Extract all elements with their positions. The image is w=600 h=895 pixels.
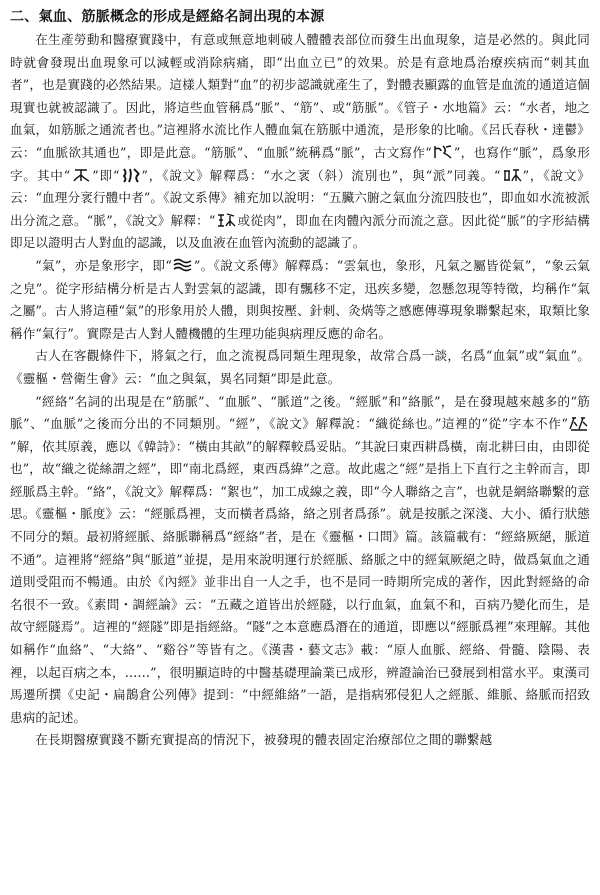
paragraph-qi-and-blood: 古人在客觀條件下，將氣之行，血之流視爲同類生理現象，故常合爲一談，名爲“血氣”或“氣血”。《靈樞・營衛生會》云：“血之與氣，異名同類”即是此意。 — [10, 348, 590, 386]
rare-mai-glyph — [215, 212, 237, 228]
cong-variant-glyph — [568, 415, 590, 431]
paragraph-meridians: “經絡”名詞的出現是在“筋脈”、“血脈”、“脈道”之後。“經脈”和“絡脈”，是在發現越來越多的“筋脈”、“血脈”之後而分出的不同類別。“經”，《說文》解釋說：“織從絲也。”這裡的“從”字本不作“ ”解，依其原義，應以《韓詩》：“橫由其畝”的解釋較爲妥貼。“其說曰東西耕爲橫，南北耕曰由，由即從也”，故“織之從絲謂之經”，即“南北爲經，東西爲緯”之意。故此處之“經”是指上下直行之主幹而言，即經脈爲主幹。“絡”，《說文》解釋爲：“絮也”，加工成線之義，即“今人聯絡之言”，也就是網絡聯繫的意思。《靈樞・脈度》云：“經脈爲裡，支而橫者爲絡，絡之別者爲孫”。就是按脈之深淺、大小、循行狀態不同分的類。最初將經脈、絡脈聯稱爲“經絡”者，是在《靈樞・口問》篇。該篇載有：“經絡厥絕，脈道不通”。這裡將“經絡”與“脈道”並提，是用來說明運行於經脈、絡脈之中的經氣厥絕之時，做爲氣血之通道則受阻而不暢通。由於《內經》並非出自一人之手，也不是同一時期所完成的著作，因此對經絡的命名很不一致。《素問・調經論》云：“五藏之道皆出於經隧，以行血氣，血氣不和，百病乃變化而生，是故守經隧焉”。這裡的“經隧”即是指經絡。“隧”之本意應爲潛在的通道，即應以“經脈爲裡”來理解。其他如稱作“血絡”、“大絡”、“谿谷”等皆有之。《漢書・藝文志》載：“原人血脈、經絡、骨髓、陰陽、表裡，以起百病之本，……”，很明顯這時的中醫基礎理論業已成形，辨證論治已發展到相當水平。東漢司馬遷所撰《史記・扁鵲倉公列傳》提到：“中經維絡”一語，是指病邪侵犯人之經脈、維脈、絡脈而招致患病的記述。 — [10, 393, 590, 725]
paragraph-blood-vessels: 在生產勞動和醫療實踐中，有意或無意地刺破人體體表部位而發生出血現象，這是必然的。與此同時就會發現出血現象可以減輕或消除病痛，即“出血立已”的效果。於是有意地爲治療疾病而“刺其血者”，也是實踐的必然結果。這樣人類對“血”的初步認識就產生了，對體表顯露的血管是血流的通道這個現實也就被認識了。因此，將這些血管稱爲“脈”、“筋”、或“筋脈”。《管子・水地篇》云：“水者，地之血氣，如筋脈之通流者也。”這裡將水流比作人體血氣在筋脈中通流，是形象的比喻。《呂氏春秋・達鬱》云：“血脈欲其通也”，即是此意。“筋脈”、“血脈”統稱爲“脈”，古文寫作“ ”，也寫作“脈”，爲象形字。其中“ ”即“ ”，《說文》解釋爲：“水之衺（斜）流別也”，與“派”同義。“ ”，《說文》云：“血理分衺行體中者”。《說文系傳》補充加以說明：“五臟六腑之氣血分流四肢也”，即血如水流被派出分流之意。“脈”，《說文》解釋：“ 或從肉”，即血在肉體內派分而流之意。因此從“脈”的字形結構即足以證明古人對血的認識，以及血液在血管內流動的認識了。 — [10, 32, 590, 251]
paragraph-qi: “氣”，亦是象形字，即“ ”。《說文系傳》解釋爲：“雲氣也，象形，凡氣之屬皆從氣”，“象云氣之皃”。從字形結構分析是古人對雲氣的認識，即有飄移不定，迅疾多變，忽懸忽現等特徵，均稱作“氣之屬”。古人將這種“氣”的形象用於人體，則與按壓、針刺、灸焫等之感應傳導現象聯繫起來，取類比象稱作“氣行”。實際是古人對人體機體的生理功能與病理反應的命名。 — [10, 257, 590, 341]
paragraph-continuation: 在長期醫療實踐不斷充實提高的情況下，被發現的體表固定治療部位之間的聯繫越 — [35, 732, 493, 748]
blood-mai-variant-glyph — [501, 167, 523, 183]
qi-seal-script-glyph — [172, 257, 194, 273]
section-heading: 二、氣血、筋脈概念的形成是經絡名詞出現的本源 — [10, 9, 325, 25]
document-page — [10, 6, 590, 752]
pai-radical-glyph — [70, 167, 92, 183]
seal-script-mai-glyph — [432, 144, 454, 160]
pai-seal-script-glyph — [120, 167, 142, 183]
